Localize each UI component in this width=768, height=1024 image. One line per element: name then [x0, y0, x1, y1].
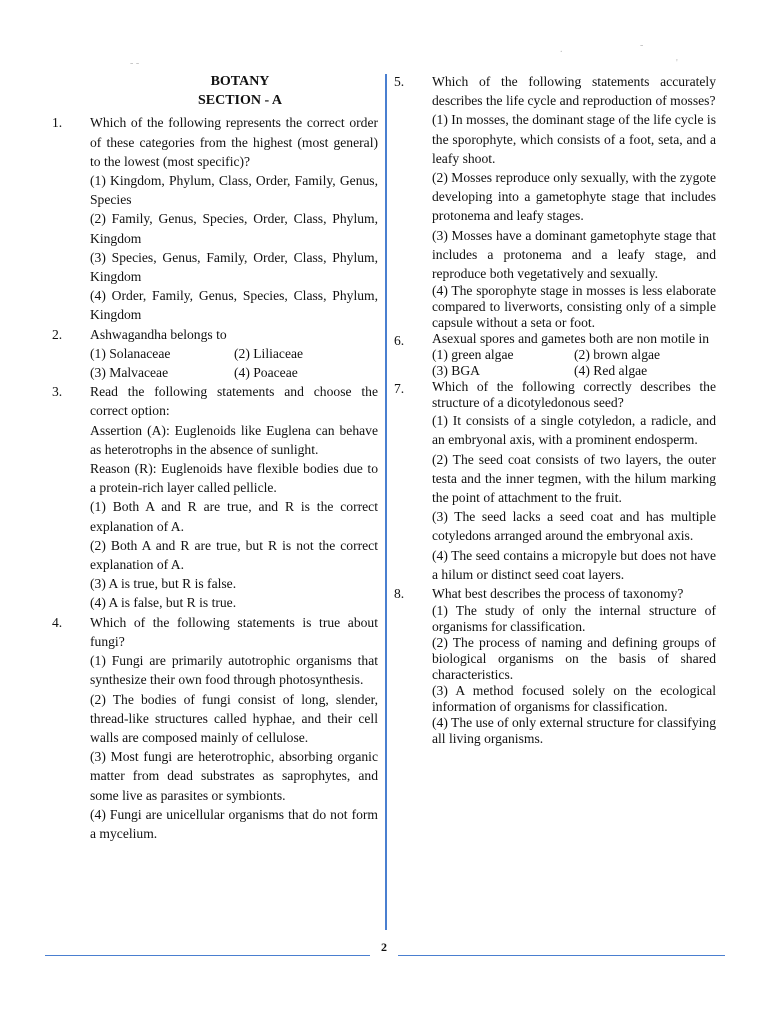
option-3: (3) Species, Genus, Family, Order, Class, Phylum, Kingdom	[90, 249, 378, 285]
option-4: (4) Order, Family, Genus, Species, Class, Phylum, Kingdom	[90, 288, 378, 323]
question-stem: Ashwagandha belongs to	[90, 326, 227, 342]
option-2: (2) Mosses reproduce only sexually, with the zygote developing into a gametophyte stage that includes protonema and leafy stages.	[432, 170, 716, 224]
option-3: (3) Most fungi are heterotrophic, absorbing organic matter from dead substrates as saprophytes, and some live as parasites or symbionts.	[90, 749, 378, 803]
scan-speck: -	[640, 40, 644, 51]
scan-speck: '	[676, 58, 678, 69]
question-8	[394, 584, 716, 747]
option-2: (2) The bodies of fungi consist of long, slender, thread-like structures called hyphae, and their cell walls are composed mainly of cellulose.	[90, 691, 378, 745]
question-stem: Which of the following represents the correct order of these categories from the highest (most general) to the lowest (most specific)?	[90, 115, 378, 169]
option-3: (3) Malvaceae	[90, 365, 169, 381]
question-2	[52, 325, 378, 383]
question-stem: Read the following statements and choose the correct option:	[90, 384, 378, 419]
question-stem: What best describes the process of taxonomy?	[432, 586, 684, 602]
option-2: (2) Liliaceae	[234, 345, 304, 361]
option-1: (1) In mosses, the dominant stage of the life cycle is the sporophyte, which consists of a foot, seta, and a leafy shoot.	[432, 112, 716, 166]
option-1: (1) Solanaceae	[90, 345, 171, 361]
assertion-statement: Assertion (A): Euglenoids like Euglena can behave as heterotrophs in the absence of sunlight.	[90, 422, 378, 457]
question-4	[52, 613, 378, 843]
question-number: 7.	[394, 381, 405, 397]
option-1: (1) Kingdom, Phylum, Class, Order, Family, Genus, Species	[90, 173, 378, 208]
question-number: 6.	[394, 333, 405, 349]
question-1	[52, 113, 378, 324]
scan-speck: .	[560, 44, 563, 55]
right-column	[394, 72, 716, 747]
left-column	[52, 72, 378, 843]
column-divider	[385, 74, 387, 930]
footer-rule-right	[398, 955, 725, 956]
page-number: 2	[381, 940, 387, 954]
question-number: 4.	[52, 614, 63, 630]
option-1: (1) The study of only the internal structure of organisms for classification.	[432, 603, 716, 635]
option-4: (4) The use of only external structure for classifying all living organisms.	[432, 715, 716, 747]
reason-statement: Reason (R): Euglenoids have flexible bodies due to a protein-rich layer called pellicle.	[90, 461, 378, 496]
section-title: SECTION - A	[197, 93, 283, 109]
option-4: (4) Poaceae	[234, 365, 298, 381]
option-4: (4) A is false, but R is true.	[90, 595, 237, 611]
question-3	[52, 382, 378, 612]
question-6	[394, 331, 716, 379]
options-grid	[90, 344, 378, 382]
option-4: (4) Red algae	[574, 363, 648, 379]
option-2: (2) The seed coat consists of two layers, the outer testa and the inner tegmen, with the hilum marking the point of attachment to the fruit.	[432, 451, 716, 506]
option-3: (3) Mosses have a dominant gametophyte stage that includes a protonema and a leafy stage, and reproduce both vegetatively and sexually.	[432, 227, 716, 282]
option-3: (3) A method focused solely on the ecological information of organisms for classification.	[432, 683, 716, 715]
option-3: (3) BGA	[432, 363, 480, 379]
option-3: (3) A is true, but R is false.	[90, 576, 237, 592]
scan-speck: - -	[130, 58, 140, 69]
question-7	[394, 379, 716, 584]
option-4: (4) The seed contains a micropyle but does not have a hilum or distinct seed coat layers.	[432, 547, 716, 582]
option-2: (2) Both A and R are true, but R is not the correct explanation of A.	[90, 537, 378, 573]
question-stem: Asexual spores and gametes both are non motile in	[432, 331, 710, 347]
question-stem: Which of the following statements accurately describes the life cycle and reproduction of mosses?	[432, 74, 716, 109]
question-number: 3.	[52, 384, 63, 400]
footer-rule-left	[45, 955, 370, 956]
question-number: 8.	[394, 586, 405, 602]
question-number: 2.	[52, 326, 63, 342]
option-2: (2) brown algae	[574, 347, 661, 363]
question-number: 1.	[52, 115, 63, 131]
option-4: (4) The sporophyte stage in mosses is less elaborate compared to liverworts, consisting only of a simple capsule without a seta or foot.	[432, 283, 716, 331]
subject-title: BOTANY	[210, 74, 270, 89]
option-2: (2) The process of naming and defining groups of biological organisms on the basis of shared characteristics.	[432, 635, 716, 683]
question-5	[394, 72, 716, 331]
question-stem: Which of the following correctly describes the structure of a dicotyledonous seed?	[432, 379, 716, 411]
option-1: (1) It consists of a single cotyledon, a radicle, and an embryonal axis, with a prominent endosperm.	[432, 413, 716, 448]
question-number: 5.	[394, 74, 405, 89]
option-2: (2) Family, Genus, Species, Order, Class, Phylum, Kingdom	[90, 211, 378, 246]
question-stem: Which of the following statements is true about fungi?	[90, 614, 378, 649]
option-4: (4) Fungi are unicellular organisms that do not form a mycelium.	[90, 806, 378, 841]
options-grid	[432, 347, 716, 379]
option-1: (1) Both A and R are true, and R is the correct explanation of A.	[90, 499, 378, 534]
option-1: (1) Fungi are primarily autotrophic organisms that synthesize their own food through photosynthesis.	[90, 653, 378, 688]
option-3: (3) The seed lacks a seed coat and has multiple cotyledons arranged around the embryonal axis.	[432, 509, 716, 544]
option-1: (1) green algae	[432, 347, 514, 363]
